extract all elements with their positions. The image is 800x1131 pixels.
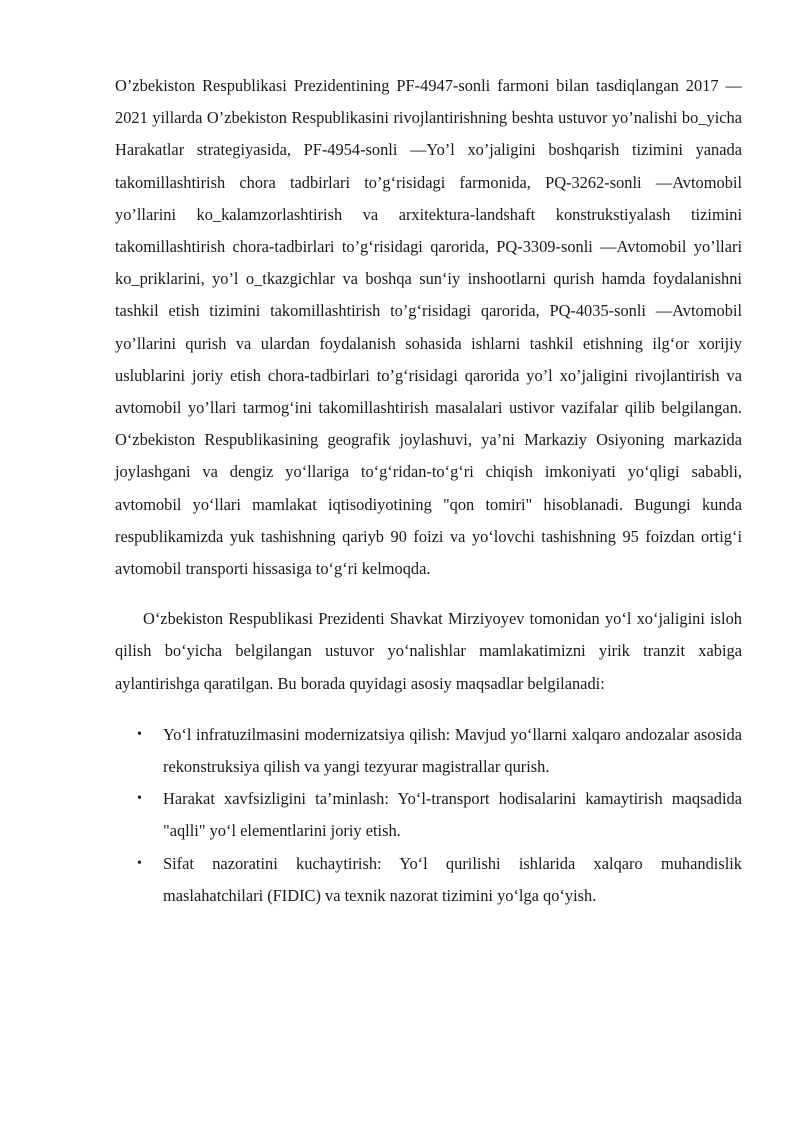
document-page [115,70,742,912]
paragraph-strategy-decrees: O’zbekiston Respublikasi Prezidentining PF-4947-sonli farmoni bilan tasdiqlangan 2017 — 2021 yillarda O’zbekiston Respublikasini rivojlantirishning beshta ustuvor yo’nalishi bo_yicha Harakatlar strategiyasida, PF-4954-sonli —Yo’l xo’jaligini boshqarish tizimini yanada takomillashtirish chora tadbirlari to’g‘risidagi farmonida, PQ-3262-sonli —Avtomobil yo’llarini ko_kalamzorlashtirish va arxitektura-landshaft konstrukstiyalash tizimini takomillashtirish chora-tadbirlari to’g‘risidagi qarorida, PQ-3309-sonli —Avtomobil yo’llari ko_priklarini, yo’l o_tkazgichlar va boshqa sun‘iy inshootlarni qurish hamda foydalanishni tashkil etish tizimini takomillashtirish to’g‘risidagi qarorida, PQ-4035-sonli —Avtomobil yo’llarini qurish va ulardan foydalanish sohasida ishlarni tashkil etishning ilg‘or xorijiy uslublarini joriy etish chora-tadbirlari to’g‘risidagi qarorida yo’l xo’jaligini rivojlantirish va avtomobil yo’llari tarmog‘ini takomillashtirish masalalari ustivor vazifalar qilib belgilangan. O‘zbekiston Respublikasining geografik joylashuvi, ya’ni Markaziy Osiyoning markazida joylashgani va dengiz yo‘llariga to‘g‘ridan-to‘g‘ri chiqish imkoniyati yo‘qligi sababli, avtomobil yo‘llari mamlakat iqtisodiyotining "qon tomiri" hisoblanadi. Bugungi kunda respublikamizda yuk tashishning qariyb 90 foizi va yo‘lovchi tashishning 95 foizdan ortig‘i avtomobil transporti hissasiga to‘g‘ri kelmoqda. [115,76,742,579]
paragraph-president-priorities: O‘zbekiston Respublikasi Prezidenti Shavkat Mirziyoyev tomonidan yo‘l xo‘jaligini isloh qilish bo‘yicha belgilangan ustuvor yo‘nalishlar mamlakatimizni yirik tranzit xabiga aylantirishga qaratilgan. Bu borada quyidagi asosiy maqsadlar belgilanadi: [115,609,742,693]
bullet-icon: • [137,855,142,871]
list-item-text: Harakat xavfsizligini ta’minlash: Yo‘l-transport hodisalarini kamaytirish maqsadida "aqlli" yo‘l elementlarini joriy etish. [163,789,742,841]
list-item [115,719,742,783]
list-item-text: Sifat nazoratini kuchaytirish: Yo‘l qurilishi ishlarida xalqaro muhandislik maslahatchilari (FIDIC) va texnik nazorat tizimini yo‘lga qo‘yish. [163,853,742,905]
bullet-icon: • [137,726,142,742]
list-item [115,848,742,912]
list-item [115,783,742,847]
list-item-text: Yo‘l infratuzilmasini modernizatsiya qilish: Mavjud yo‘llarni xalqaro andozalar asosida rekonstruksiya qilish va yangi tezyurar magistrallar qurish. [163,724,742,777]
goals-bullet-list [115,719,742,912]
bullet-icon: • [137,791,142,807]
